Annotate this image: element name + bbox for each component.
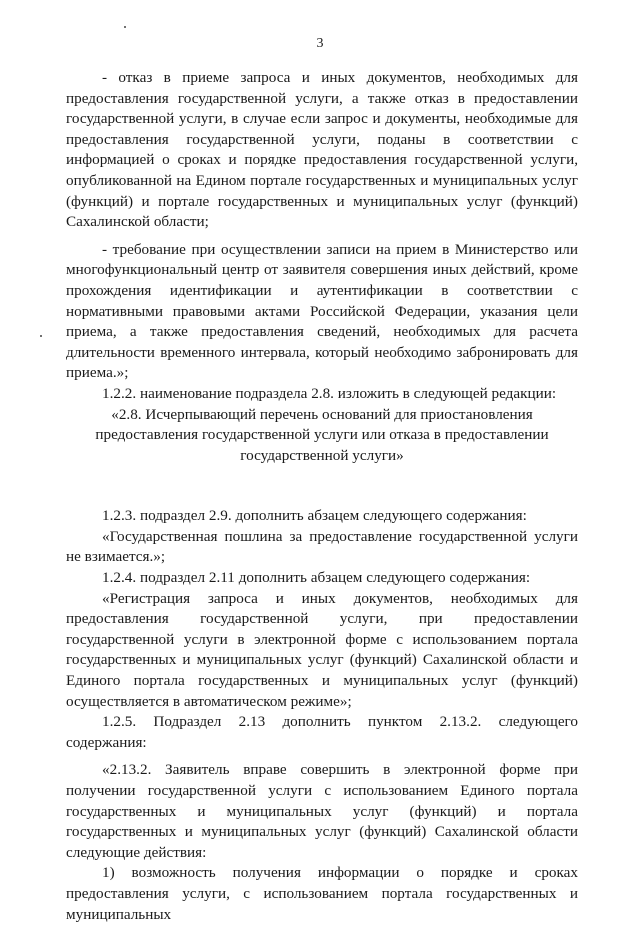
document-body bbox=[66, 68, 578, 925]
paragraph-2-13-2: «2.13.2. Заявитель вправе совершить в электронной форме при получении государственной услуги с использованием Единого портала государственных и муниципальных услуг (функций) и портала государственных и муниципальных услуг (функций) Сахалинской области следующие действия: bbox=[66, 761, 578, 861]
paragraph-requirement: - требование при осуществлении записи на прием в Министерство или многофункциональный центр от заявителя совершения иных действий, кроме прохождения идентификации и аутентификации в соответствии с нормативными правовыми актами Российской Федерации, указания цели приема, а также предоставления сведений, необходимых для расчета длительности временного интервала, который необходимо забронировать для приема.»; bbox=[66, 240, 578, 382]
page-number: 3 bbox=[316, 36, 324, 51]
paragraph-1-2-2: 1.2.2. наименование подраздела 2.8. изложить в следующей редакции: bbox=[102, 384, 557, 402]
paragraph-1-2-3: 1.2.3. подраздел 2.9. дополнить абзацем следующего содержания: bbox=[102, 507, 527, 525]
scan-speck bbox=[40, 335, 42, 337]
paragraph-1-2-4: 1.2.4. подраздел 2.11 дополнить абзацем следующего содержания: bbox=[102, 569, 531, 587]
scan-speck bbox=[124, 26, 126, 28]
paragraph-registration: «Регистрация запроса и иных документов, необходимых для предоставления государственной услуги, при предоставлении государственной услуги в электронной форме с использованием портала государственных и муниципальных услуг (функций) Сахалинской области и Единого портала государственных и муниципальных услуг (функций) осуществляется в автоматическом режиме»; bbox=[66, 589, 578, 710]
paragraph-fee: «Государственная пошлина за предоставление государственной услуги не взимается.»; bbox=[66, 527, 578, 566]
paragraph-item-1: 1) возможность получения информации о порядке и сроках предоставления услуги, с использованием портала государственных и муниципальных bbox=[66, 864, 578, 923]
paragraph-heading-2-8: «2.8. Исчерпывающий перечень оснований для приостановления предоставления государственной услуги или отказа в предоставлении государственной услуги» bbox=[95, 405, 549, 464]
paragraph-refusal: - отказ в приеме запроса и иных документов, необходимых для предоставления государственной услуги, а также отказ в предоставлении государственной услуги, в случае если запрос и документы, необходимые для предоставления государственной услуги, поданы в соответствии с информацией о сроках и порядке предоставления государственной услуги, опубликованной на Едином портале государственных и муниципальных услуг (функций) и портале государственных и муниципальных услуг (функций) Сахалинской области; bbox=[66, 69, 578, 231]
paragraph-1-2-5: 1.2.5. Подраздел 2.13 дополнить пунктом 2.13.2. следующего содержания: bbox=[66, 713, 578, 751]
